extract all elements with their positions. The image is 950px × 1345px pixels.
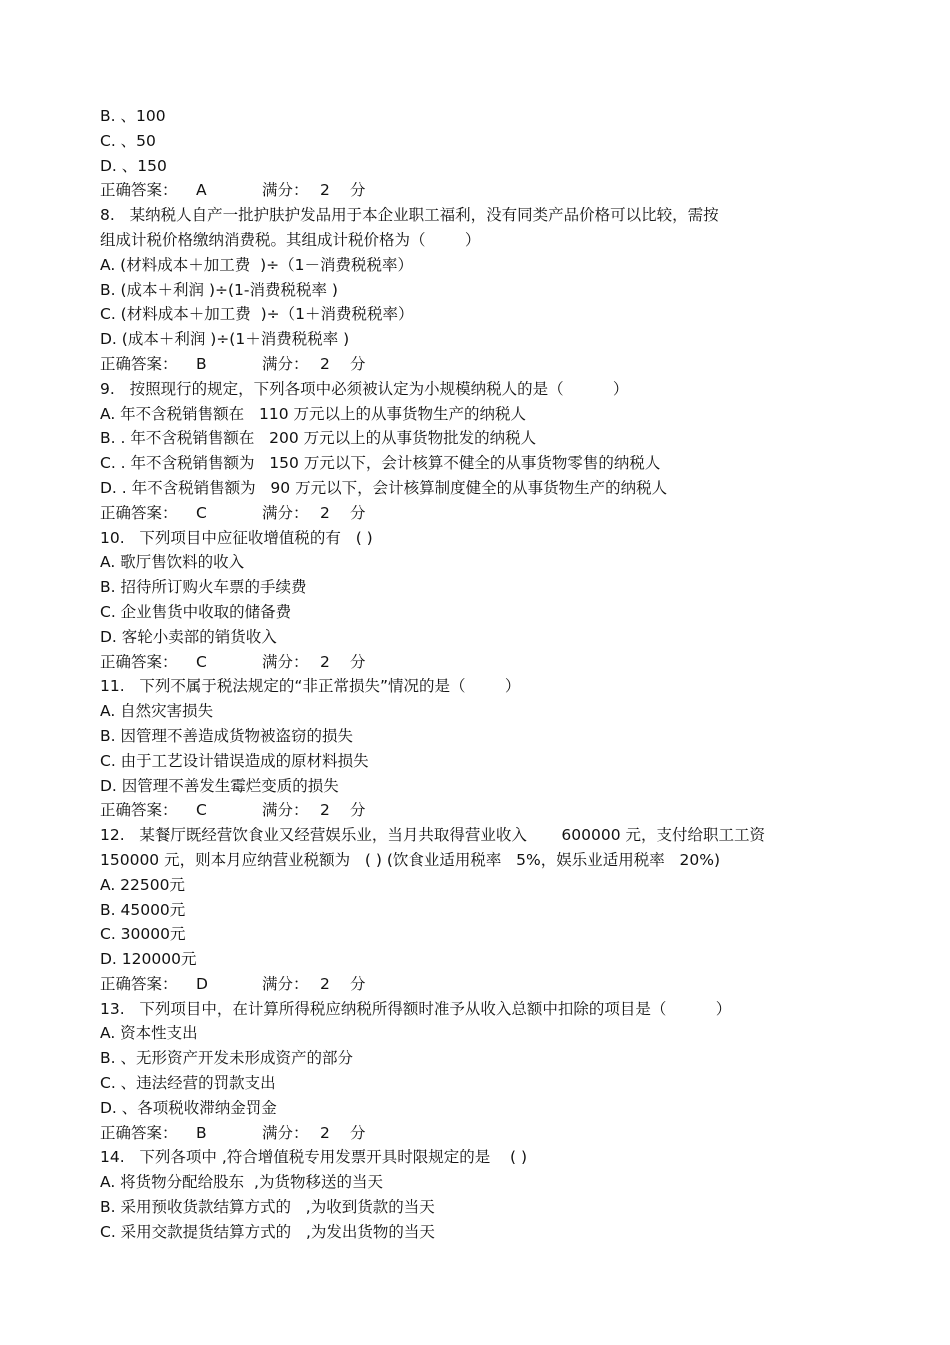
answer-value: C — [196, 652, 207, 671]
answer-label: 正确答案： — [100, 1123, 178, 1142]
text-line: 8. 某纳税人自产一批护肤护发品用于本企业职工福利，没有同类产品价格可以比较，需按 — [100, 206, 719, 225]
answer-value: A — [196, 181, 207, 200]
text-line: 150000 元，则本月应纳营业税额为 ( ) (饮食业适用税率 5%，娱乐业适用税率 20%) — [100, 850, 721, 869]
answer-line — [100, 352, 880, 377]
score-unit: 分 — [350, 801, 366, 820]
answer-value: C — [196, 503, 207, 522]
answer-value: B — [196, 1123, 207, 1142]
answer-value: D — [196, 974, 208, 993]
full-score-value: 2 — [320, 652, 330, 671]
answer-line — [100, 501, 880, 526]
text-line: A. 自然灾害损失 — [100, 702, 214, 721]
text-line: B. 采用预收货款结算方式的 ,为收到货款的当天 — [100, 1198, 435, 1217]
text-line: D. 、各项税收滞纳金罚金 — [100, 1098, 277, 1117]
text-line: A. 资本性支出 — [100, 1024, 198, 1043]
text-line: B. 、100 — [100, 107, 166, 125]
text-line: D. 因管理不善发生霉烂变质的损失 — [100, 776, 339, 795]
text-line: 组成计税价格缴纳消费税。其组成计税价格为（ ） — [100, 230, 481, 249]
text-line: C. 由于工艺设计错误造成的原材料损失 — [100, 751, 369, 770]
text-line: B. 因管理不善造成货物被盗窃的损失 — [100, 726, 353, 745]
score-unit: 分 — [350, 652, 366, 671]
full-score-value: 2 — [320, 354, 330, 373]
full-score-label: 满分： — [262, 1123, 309, 1142]
text-line: A. 22500元 — [100, 875, 185, 894]
text-line: A. 年不含税销售额在 110 万元以上的从事货物生产的纳税人 — [100, 404, 526, 423]
score-unit: 分 — [350, 974, 366, 993]
answer-label: 正确答案： — [100, 181, 178, 200]
text-line: 14. 下列各项中 ,符合增值税专用发票开具时限规定的是 ( ) — [100, 1148, 528, 1167]
text-line: C. (材料成本＋加工费 )÷（1＋消费税税率） — [100, 305, 414, 324]
answer-label: 正确答案： — [100, 801, 178, 820]
answer-line — [100, 1121, 880, 1146]
text-line: A. (材料成本＋加工费 )÷（1－消费税税率） — [100, 255, 413, 274]
answer-value: B — [196, 354, 207, 373]
text-line: D. 客轮小卖部的销货收入 — [100, 627, 277, 646]
full-score-label: 满分： — [262, 974, 309, 993]
text-line: B. (成本＋利润 )÷(1-消费税税率 ) — [100, 280, 338, 299]
text-line: 10. 下列项目中应征收增值税的有 ( ) — [100, 528, 373, 547]
answer-line — [100, 798, 880, 823]
text-line: B. 、无形资产开发未形成资产的部分 — [100, 1049, 353, 1068]
full-score-value: 2 — [320, 503, 330, 522]
answer-line — [100, 178, 880, 203]
text-line: 12. 某餐厅既经营饮食业又经营娱乐业，当月共取得营业收入 600000 元，支付给职工工资 — [100, 826, 766, 845]
question-list — [100, 104, 880, 1245]
text-line: C. . 年不含税销售额为 150 万元以下，会计核算不健全的从事货物零售的纳税人 — [100, 454, 661, 473]
text-line: C. 采用交款提货结算方式的 ,为发出货物的当天 — [100, 1222, 435, 1241]
text-line: 11. 下列不属于税法规定的“非正常损失”情况的是（ ） — [100, 677, 521, 696]
answer-label: 正确答案： — [100, 354, 178, 373]
answer-label: 正确答案： — [100, 974, 178, 993]
score-unit: 分 — [350, 503, 366, 522]
text-line: A. 歌厅售饮料的收入 — [100, 553, 245, 572]
text-line: 13. 下列项目中，在计算所得税应纳税所得额时准予从收入总额中扣除的项目是（ ） — [100, 999, 732, 1018]
full-score-value: 2 — [320, 801, 330, 820]
text-line: D. . 年不含税销售额为 90 万元以下，会计核算制度健全的从事货物生产的纳税人 — [100, 478, 668, 497]
text-line: B. 45000元 — [100, 900, 186, 919]
answer-line — [100, 650, 880, 675]
text-line: C. 、50 — [100, 131, 156, 150]
answer-label: 正确答案： — [100, 652, 178, 671]
answer-line — [100, 972, 880, 997]
text-line: A. 将货物分配给股东 ,为货物移送的当天 — [100, 1173, 383, 1192]
text-line: 9. 按照现行的规定，下列各项中必须被认定为小规模纳税人的是（ ） — [100, 379, 629, 398]
text-line: C. 、违法经营的罚款支出 — [100, 1074, 276, 1093]
text-line: B. . 年不含税销售额在 200 万元以上的从事货物批发的纳税人 — [100, 429, 537, 448]
text-line: D. (成本＋利润 )÷(1＋消费税税率 ) — [100, 330, 350, 349]
full-score-value: 2 — [320, 1123, 330, 1142]
score-unit: 分 — [350, 1123, 366, 1142]
answer-label: 正确答案： — [100, 503, 178, 522]
full-score-label: 满分： — [262, 503, 309, 522]
text-line: C. 30000元 — [100, 925, 186, 944]
full-score-value: 2 — [320, 181, 330, 200]
text-line: D. 、150 — [100, 156, 167, 175]
text-line: C. 企业售货中收取的储备费 — [100, 602, 292, 621]
full-score-label: 满分： — [262, 652, 309, 671]
score-unit: 分 — [350, 181, 366, 200]
text-line: B. 招待所订购火车票的手续费 — [100, 578, 307, 597]
answer-value: C — [196, 801, 207, 820]
score-unit: 分 — [350, 354, 366, 373]
text-line: D. 120000元 — [100, 950, 197, 969]
full-score-label: 满分： — [262, 181, 309, 200]
full-score-label: 满分： — [262, 354, 309, 373]
full-score-label: 满分： — [262, 801, 309, 820]
full-score-value: 2 — [320, 974, 330, 993]
